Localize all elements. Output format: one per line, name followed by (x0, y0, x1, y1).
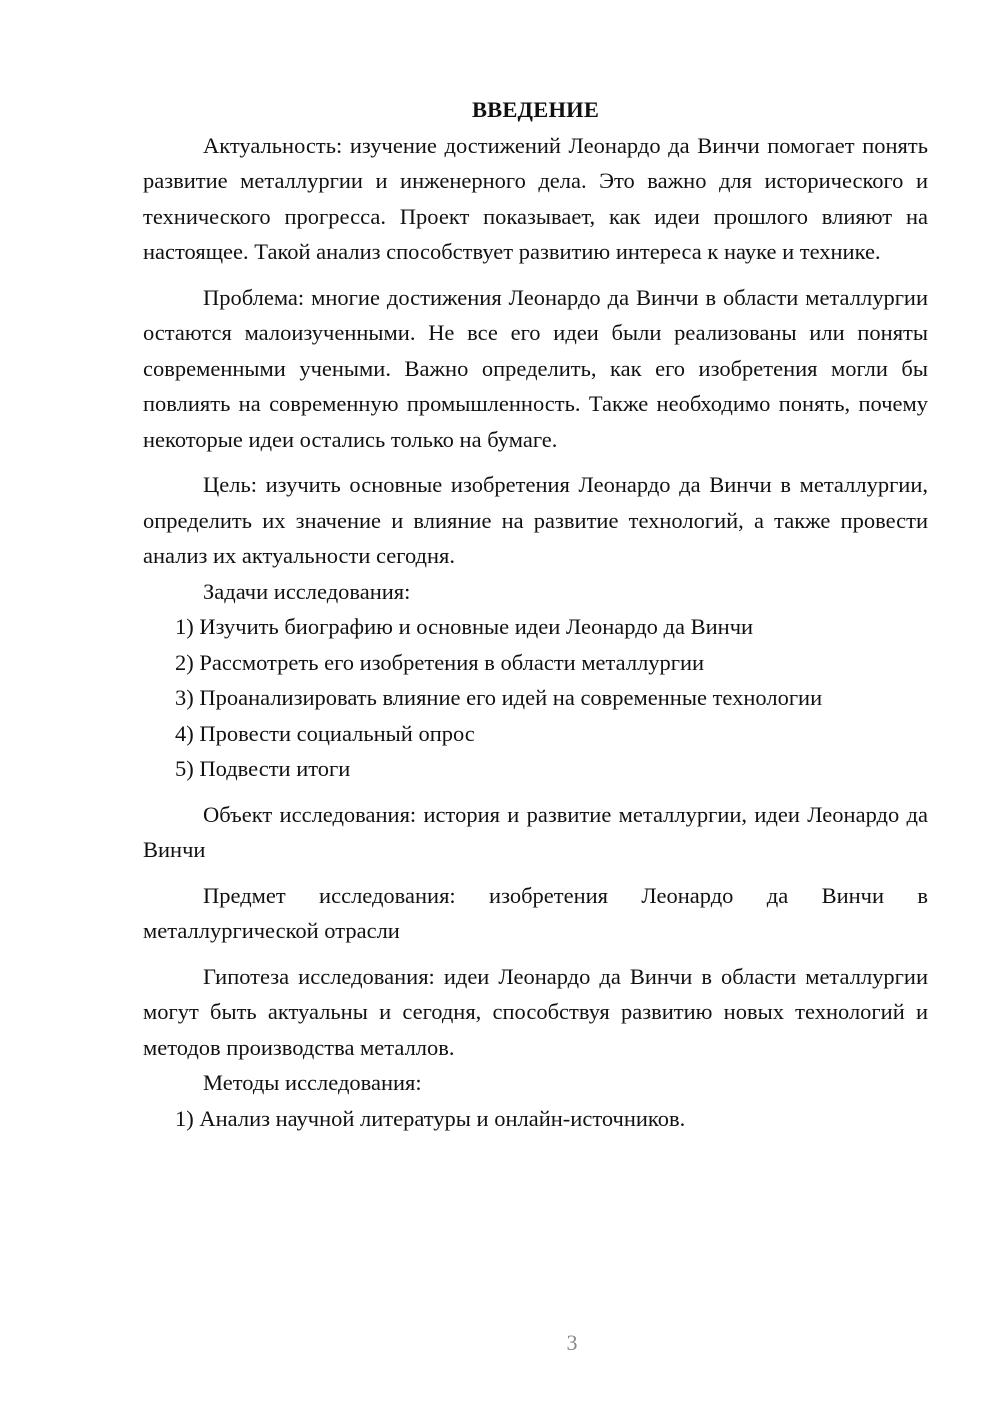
page-title: ВВЕДЕНИЕ (471, 97, 600, 122)
subject-paragraph: Предмет исследования: изобретения Леонардо да Винчи в металлургической отрасли (143, 882, 928, 943)
list-item: 3) Проанализировать влияние его идей на современные технологии (175, 685, 823, 710)
list-item: 1) Изучить биографию и основные идеи Леонардо да Винчи (175, 614, 754, 639)
document-page (143, 92, 928, 1136)
methods-list (143, 1101, 928, 1137)
list-item: 1) Анализ научной литературы и онлайн-источников. (175, 1105, 686, 1131)
problem-paragraph: Проблема: многие достижения Леонардо да Винчи в области металлургии остаются малоизученными. Не все его идеи были реализованы или поняты современными учеными. Важно определить, как его изобретения могли бы повлиять на современную промышленность. Также необходимо понять, почему некоторые идеи остались только на бумаге. (143, 284, 928, 452)
list-item: 4) Провести социальный опрос (175, 720, 475, 746)
list-item: 5) Подвести итоги (175, 756, 351, 781)
hypothesis-paragraph: Гипотеза исследования: идеи Леонардо да Винчи в области металлургии могут быть актуальны и сегодня, способствуя развитию новых технологий и методов производства металлов. (143, 963, 928, 1060)
page-number: 3 (566, 1330, 578, 1355)
list-item: 2) Рассмотреть его изобретения в области металлургии (175, 649, 705, 675)
relevance-paragraph: Актуальность: изучение достижений Леонардо да Винчи помогает понять развитие металлургии и инженерного дела. Это важно для исторического и технического прогресса. Проект показывает, как идеи прошлого влияют на настоящее. Такой анализ способствует развитию интереса к науке и технике. (143, 132, 928, 264)
methods-heading: Методы исследования: (203, 1070, 422, 1095)
object-paragraph: Объект исследования: история и развитие металлургии, идеи Леонардо да Винчи (143, 801, 928, 862)
tasks-list (143, 609, 928, 787)
tasks-heading: Задачи исследования: (203, 578, 411, 604)
goal-paragraph: Цель: изучить основные изобретения Леонардо да Винчи в металлургии, определить их значение и влияние на развитие технологий, а также провести анализ их актуальности сегодня. (143, 472, 928, 568)
